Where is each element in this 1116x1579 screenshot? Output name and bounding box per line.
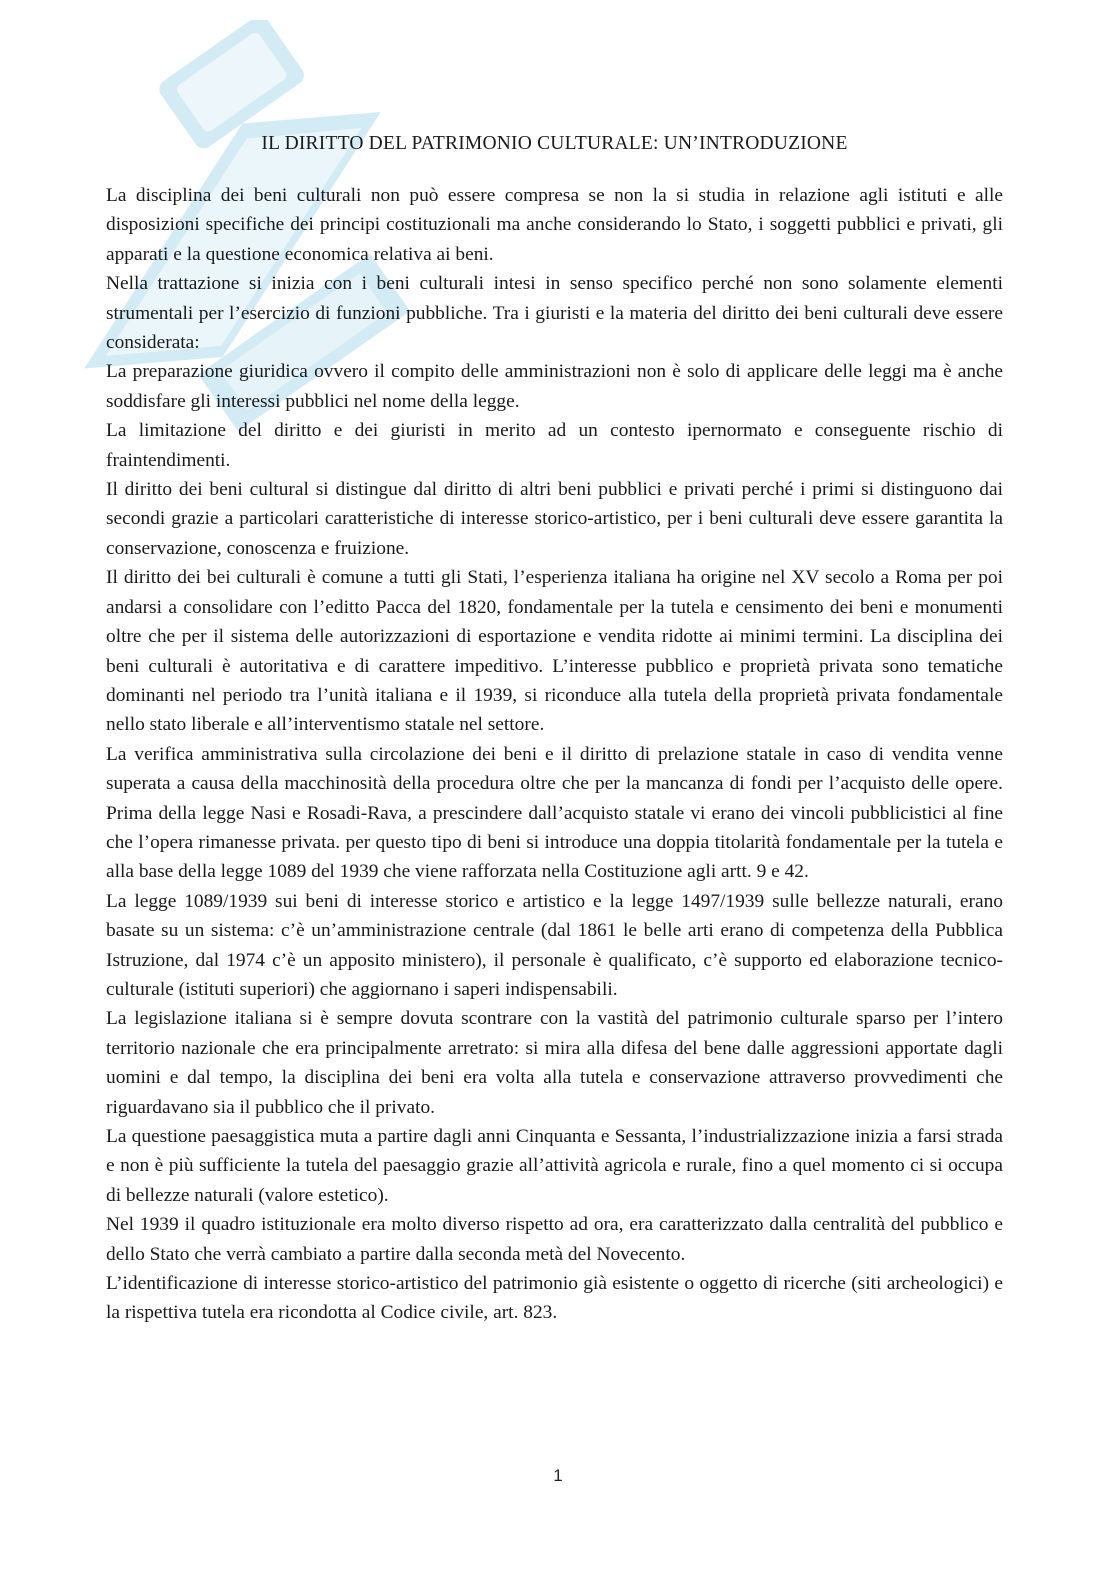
page-number: 1 xyxy=(553,1466,563,1485)
paragraph: La legge 1089/1939 sui beni di interesse storico e artistico e la legge 1497/1939 sulle bellezze naturali, erano basate su un sistema: c’è un’amministrazione centrale (dal 1861 le belle arti erano di competenza della Pubblica Istruzione, dal 1974 c’è un apposito ministero), il personale è qualificato, c’è supporto ed elaborazione tecnico-culturale (istituti superiori) che aggiornano i saperi indispensabili. xyxy=(106,890,1003,1000)
document-title: IL DIRITTO DEL PATRIMONIO CULTURALE: UN’INTRODUZIONE xyxy=(261,133,848,154)
paragraph: La questione paesaggistica muta a partire dagli anni Cinquanta e Sessanta, l’industrializzazione inizia a farsi strada e non è più sufficiente la tutela del paesaggio grazie all’attività agricola e rurale, fino a quel momento ci si occupa di bellezze naturali (valore estetico). xyxy=(106,1126,1003,1206)
paragraph: La verifica amministrativa sulla circolazione dei beni e il diritto di prelazione statale in caso di vendita venne superata a causa della macchinosità della procedura oltre che per la mancanza di fondi per l’acquisto delle opere. Prima della legge Nasi e Rosadi-Rava, a prescindere dall’acquisto statale vi erano dei vincoli pubblicistici al fine che l’opera rimanesse privata. per questo tipo di beni si introduce una doppia titolarità fondamentale per la tutela e alla base della legge 1089 del 1939 che viene rafforzata nella Costituzione agli artt. 9 e 42. xyxy=(106,743,1003,883)
document-page xyxy=(106,128,1003,1328)
paragraph: La disciplina dei beni culturali non può essere compresa se non la si studia in relazione agli istituti e alle disposizioni specifiche dei principi costituzionali ma anche considerando lo Stato, i soggetti pubblici e privati, gli apparati e la questione economica relativa ai beni. xyxy=(106,185,1003,265)
paragraph: Il diritto dei beni cultural si distingue dal diritto di altri beni pubblici e privati perché i primi si distinguono dai secondi grazie a particolari caratteristiche di interesse storico-artistico, per i beni culturali deve essere garantita la conservazione, conoscenza e fruizione. xyxy=(106,479,1003,559)
paragraph: La limitazione del diritto e dei giuristi in merito ad un contesto ipernormato e conseguente rischio di fraintendimenti. xyxy=(106,420,1003,471)
paragraph: La preparazione giuridica ovvero il compito delle amministrazioni non è solo di applicare delle leggi ma è anche soddisfare gli interessi pubblici nel nome della legge. xyxy=(106,361,1003,412)
paragraph: L’identificazione di interesse storico-artistico del patrimonio già esistente o oggetto di ricerche (siti archeologici) e la rispettiva tutela era ricondotta al Codice civile, art. 823. xyxy=(106,1273,1003,1324)
paragraph: La legislazione italiana si è sempre dovuta scontrare con la vastità del patrimonio culturale sparso per l’intero territorio nazionale che era principalmente arretrato: si mira alla difesa del bene dalle aggressioni apportate dagli uomini e dal tempo, la disciplina dei beni era volta alla tutela e conservazione attraverso provvedimenti che riguardavano sia il pubblico che il privato. xyxy=(106,1008,1003,1118)
paragraph: Nella trattazione si inizia con i beni culturali intesi in senso specifico perché non sono solamente elementi strumentali per l’esercizio di funzioni pubbliche. Tra i giuristi e la materia del diritto dei beni culturali deve essere considerata: xyxy=(106,273,1003,354)
paragraph: Il diritto dei bei culturali è comune a tutti gli Stati, l’esperienza italiana ha origine nel XV secolo a Roma per poi andarsi a consolidare con l’editto Pacca del 1820, fondamentale per la tutela e censimento dei beni e monumenti oltre che per il sistema delle autorizzazioni di esportazione e vendita ridotte ai minimi termini. La disciplina dei beni culturali è autoritativa e di carattere impeditivo. L’interesse pubblico e proprietà privata sono tematiche dominanti nel periodo tra l’unità italiana e il 1939, si riconduce alla tutela della proprietà privata fondamentale nello stato liberale e all’interventismo statale nel settore. xyxy=(106,567,1003,736)
paragraph: Nel 1939 il quadro istituzionale era molto diverso rispetto ad ora, era caratterizzato dalla centralità del pubblico e dello Stato che verrà cambiato a partire dalla seconda metà del Novecento. xyxy=(106,1214,1003,1265)
